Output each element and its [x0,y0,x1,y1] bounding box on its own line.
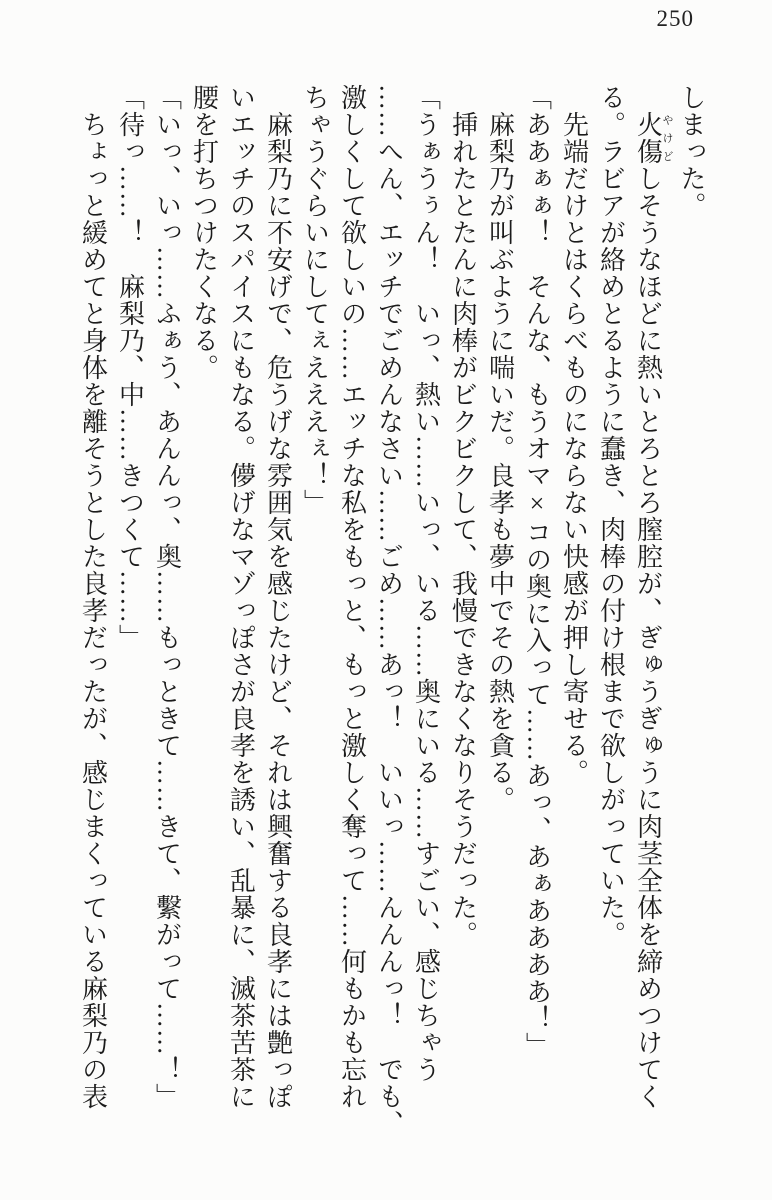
text-line: 「うぁうぅん！ いっ、熱い……いっ、いる……奥にいる……すごい、感じちゃう [411,84,441,1083]
text-line: ……へん、エッチでごめんなさい……ごめ……あっ！ いいっ……んんんっ！ でも、 [374,84,404,1137]
text-line: ちゃうぐらいにしてぇえええぇ！」 [300,84,330,516]
text-line: 腰を打ちつけたくなる。 [189,84,219,381]
text-line: 麻梨乃が叫ぶように喘いだ。良孝も夢中でその熱を貪る。 [485,111,515,813]
vertical-text-block [75,84,711,1146]
text-line: 「ああぁぁ！ そんな、もうオマ×コの奥に入って……あっ、あぁああああ！」 [522,84,552,1059]
text-line: いエッチのスパイスにもなる。儚げなマゾっぽさが良孝を誘い、乱暴に、滅茶苦茶に [226,84,256,1110]
text-line: 激しくして欲しいの……エッチな私をもっと、もっと激しく奪って……何もかも忘れ [337,84,367,1110]
text-line: ちょっと緩めてと身体を離そうとした良孝だったが、感じまくっている麻梨乃の表 [78,111,108,1110]
text-line: 先端だけとはくらべものにならない快感が押し寄せる。 [559,111,589,786]
text-line: 挿れたとたんに肉棒がビクビクして、我慢できなくなりそうだった。 [448,111,478,948]
text-line: しまった。 [677,84,706,219]
ruby-annotated-word: 火傷やけど [633,111,673,165]
text-line: 火傷やけどしそうなほどに熱いとろとろ膣腔が、ぎゅうぎゅうに肉茎全体を締めつけてく [633,111,673,1110]
page-number: 250 [656,6,694,31]
text-line: る。ラビアが絡めとるように蠢き、肉棒の付け根まで欲しがっていた。 [596,84,626,948]
text-line: 「いっ、いっ……ふぁう、あんんっ、奥……もっときて……きて、繫がって……！」 [152,84,182,1110]
text-line: 「待っ……！ 麻梨乃、中……きつくて……」 [115,84,145,651]
text-line: 麻梨乃に不安げで、危うげな雰囲気を感じたけど、それは興奮する良孝には艶っぽ [263,111,293,1110]
